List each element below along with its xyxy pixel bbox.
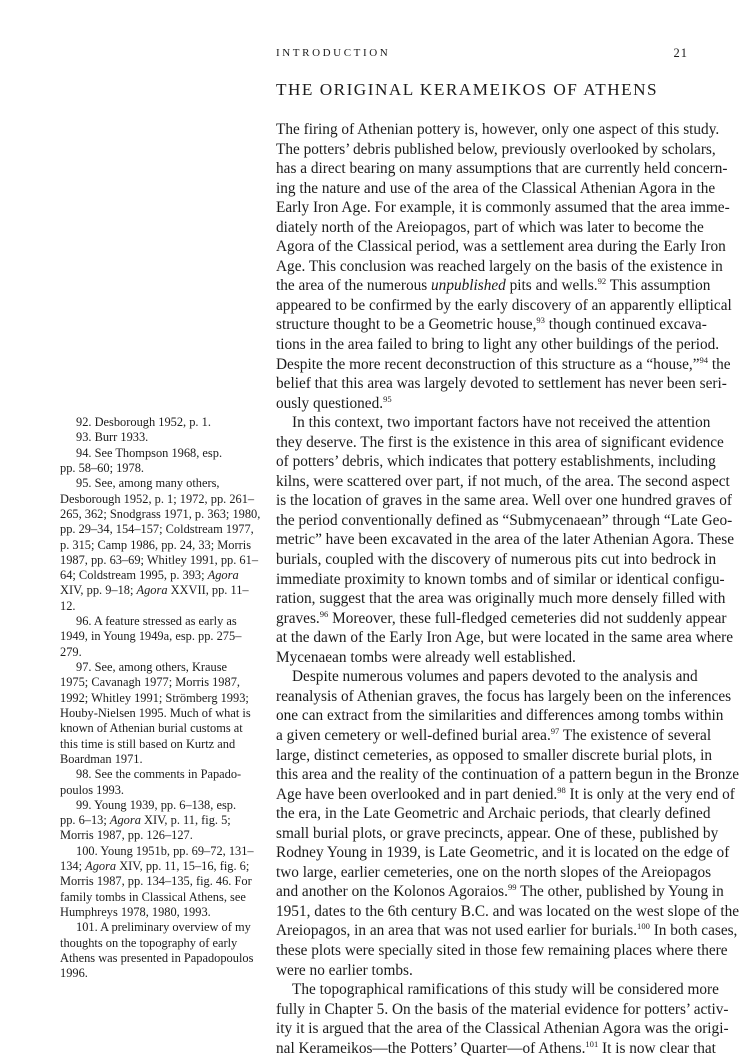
footnote-line: 94. See Thompson 1968, esp. — [76, 445, 223, 460]
footnote-line: poulos 1993. — [60, 782, 125, 797]
body-line: Age have been overlooked and in part denied.$^{98}$ It is only at the very end of — [276, 784, 735, 803]
footnote-ref: 99 — [507, 882, 517, 893]
running-title: INTRODUCTION — [276, 47, 391, 59]
body-line: structure thought to be a Geometric house,$^{93}$ though continued excava- — [276, 315, 707, 334]
footnote-ref: 98 — [557, 784, 566, 795]
footnote-line: 95. See, among many others, — [76, 476, 220, 491]
footnote-line: 1992; Whitley 1991; Strömberg 1993; — [60, 690, 249, 705]
body-line: tions in the area failed to bring to light any other buildings of the period. — [276, 336, 720, 354]
footnote-ref: 93 — [536, 315, 545, 326]
body-line: reanalysis of Athenian graves, the focus has largely been on the inferences — [276, 687, 732, 705]
body-line: a given cemetery or well-defined burial area.$^{97}$ The existence of several — [276, 725, 712, 744]
italic-text: unpublished — [431, 277, 506, 295]
footnote-line: 1996. — [60, 966, 88, 981]
body-line: nal Kerameikos—the Potters’ Quarter—of Athens.$^{101}$ It is now clear that — [276, 1038, 716, 1057]
footnote-line: 12. — [60, 598, 76, 613]
body-line: Age. This conclusion was reached largely on the basis of the existence in — [276, 257, 723, 275]
footnote-line: 101. A preliminary overview of my — [76, 920, 251, 935]
footnote-line: thoughts on the topography of early — [60, 935, 238, 950]
body-line: this area and the reality of the continuation of a pattern begun in the Bronze — [276, 766, 739, 784]
body-line: of potters’ debris, which indicates that pottery establishments, including — [276, 453, 716, 471]
footnote-line: Humphreys 1978, 1980, 1993. — [60, 905, 211, 919]
footnote-line: 1975; Cavanagh 1977; Morris 1987, — [60, 675, 240, 690]
body-line: The firing of Athenian pottery is, however, only one aspect of this study. — [276, 121, 720, 138]
body-line: appeared to be confirmed by the early discovery of an apparently elliptical — [276, 296, 732, 314]
body-line: Despite numerous volumes and papers devoted to the analysis and — [292, 668, 698, 686]
body-line: the area of the numerous unpublished pits and wells.$^{92}$ This assumption — [276, 276, 711, 295]
body-line: fully in Chapter 5. On the basis of the material evidence for potters’ activ- — [276, 1000, 729, 1018]
italic-text: Agora — [136, 583, 168, 598]
body-line: Areiopagos, in an area that was not used earlier for burials.$^{100}$ In both cases, — [276, 921, 738, 940]
footnote-line: p. 315; Camp 1986, pp. 24, 33; Morris — [60, 537, 252, 552]
footnote-line: 279. — [60, 644, 82, 659]
page-number: 21 — [673, 46, 688, 60]
body-text — [276, 120, 740, 1058]
body-line: Rodney Young in 1939, is Late Geometric, and it is located on the edge of — [276, 844, 730, 862]
footnote-line: pp. 6–13; Agora XIV, p. 11, fig. 5; — [60, 813, 231, 828]
footnote-line: 99. Young 1939, pp. 6–138, esp. — [76, 797, 237, 812]
body-line: immediate proximity to known tombs and of similar or identical configu- — [276, 570, 725, 588]
body-line: kilns, were scattered over part, if not much, of the area. The second aspect — [276, 472, 730, 490]
footnote-line: pp. 58–60; 1978. — [60, 460, 144, 475]
footnote-line: 134; Agora XIV, pp. 11, 15–16, fig. 6; — [60, 859, 250, 874]
footnote-line: 96. A feature stressed as early as — [76, 614, 237, 629]
footnote-line: 98. See the comments in Papado- — [76, 767, 242, 782]
body-line: ously questioned.$^{95}$ — [276, 393, 392, 412]
footnote-ref: 95 — [383, 393, 392, 404]
body-line: small burial plots, or grave precincts, appear. One of these, published by — [276, 824, 719, 842]
footnote-line: known of Athenian burial customs at — [60, 721, 243, 736]
body-line: Despite the more recent deconstruction of this structure as a “house,”$^{94}$ the — [276, 354, 731, 373]
footnote-line: 97. See, among others, Krause — [76, 660, 228, 674]
body-line: ration, suggest that the area was originally much more densely filled with — [276, 590, 726, 608]
body-line: is the location of graves in the same area. Well over one hundred graves of — [276, 492, 732, 510]
body-line: were no earlier tombs. — [276, 961, 413, 979]
footnote-line: 265, 362; Snodgrass 1971, p. 363; 1980, — [60, 506, 261, 521]
footnote-line: 93. Burr 1933. — [76, 430, 149, 445]
body-line: The potters’ debris published below, previously overlooked by scholars, — [276, 140, 716, 158]
body-line: and another on the Kolonos Agoraios.$^{99}$ The other, published by Young in — [276, 882, 724, 901]
footnote-ref: 94 — [699, 354, 709, 365]
footnote-line: 92. Desborough 1952, p. 1. — [76, 415, 211, 429]
footnote-line: XIV, pp. 9–18; Agora XXVII, pp. 11– — [60, 583, 249, 598]
footnote-line: 64; Coldstream 1995, p. 393; Agora — [60, 568, 239, 583]
body-line: Mycenaean tombs were already well established. — [276, 648, 576, 666]
body-line: one can extract from the similarities and differences among tombs within — [276, 707, 724, 725]
footnote-line: Boardman 1971. — [60, 751, 143, 766]
body-line: Early Iron Age. For example, it is commonly assumed that the area imme- — [276, 199, 730, 217]
body-line: the era, in the Late Geometric and Archaic periods, that clearly defined — [276, 805, 711, 823]
body-line: ing the nature and use of the area of the Classical Athenian Agora in the — [276, 179, 716, 197]
body-line: they deserve. The first is the existence in this area of significant evidence — [276, 433, 724, 451]
body-line: In this context, two important factors have not received the attention — [292, 414, 711, 432]
footnote-ref: 101 — [585, 1038, 599, 1049]
body-line: graves.$^{96}$ Moreover, these full-fledged cemeteries did not suddenly appear — [276, 608, 727, 627]
footnote-ref: 100 — [637, 921, 650, 932]
body-line: large, distinct cemeteries, as opposed to smaller discrete burial plots, in — [276, 746, 712, 764]
body-line: diately north of the Areiopagos, part of which was later to become the — [276, 218, 704, 236]
footnote-line: Athens was presented in Papadopoulos — [60, 950, 254, 965]
footnote-ref: 92 — [597, 276, 607, 287]
footnote-line: Morris 1987, pp. 126–127. — [60, 828, 193, 843]
body-line: metric” have been excavated in the area of the later Athenian Agora. These — [276, 531, 734, 549]
italic-text: Agora — [109, 813, 141, 828]
body-line: 1951, dates to the 6th century B.C. and was located on the west slope of the — [276, 902, 740, 920]
body-line: burials, coupled with the discovery of numerous pits cut into bedrock in — [276, 551, 717, 569]
body-line: two large, earlier cemeteries, one on the north slopes of the Areiopagos — [276, 863, 712, 881]
footnote-ref: 96 — [319, 608, 329, 619]
body-line: the period conventionally defined as “Submycenaean” through “Late Geo- — [276, 511, 733, 529]
footnote-line: 100. Young 1951b, pp. 69–72, 131– — [76, 843, 254, 858]
footnote-line: pp. 29–34, 154–157; Coldstream 1977, — [60, 522, 254, 537]
body-line: The topographical ramifications of this study will be considered more — [292, 981, 719, 999]
italic-text: Agora — [85, 859, 117, 874]
footnote-line: this time is still based on Kurtz and — [60, 736, 236, 751]
body-line: has a direct bearing on many assumptions that are currently held concern- — [276, 160, 728, 178]
body-line: belief that this area was largely devoted to settlement has never been seri- — [276, 375, 727, 393]
body-line: at the dawn of the Early Iron Age, but were located in the same area where — [276, 629, 734, 647]
footnote-line: 1987, pp. 63–69; Whitley 1991, pp. 61– — [60, 552, 259, 567]
body-line: Agora of the Classical period, was a settlement area during the Early Iron — [276, 238, 726, 256]
footnote-ref: 97 — [550, 725, 560, 736]
footnote-line: family tombs in Classical Athens, see — [60, 889, 246, 904]
footnote-line: 1949, in Young 1949a, esp. pp. 275– — [60, 629, 242, 644]
body-line: these plots were specially sited in those few remaining places where there — [276, 941, 728, 959]
footnote-line: Houby-Nielsen 1995. Much of what is — [60, 705, 251, 720]
running-head — [276, 47, 688, 65]
body-line: ity it is argued that the area of the Classical Athenian Agora was the origi- — [276, 1020, 729, 1038]
footnotes-column — [60, 415, 261, 982]
italic-text: Agora — [207, 568, 239, 583]
footnote-line: Desborough 1952, p. 1; 1972, pp. 261– — [60, 491, 255, 506]
section-title: THE ORIGINAL KERAMEIKOS OF ATHENS — [276, 80, 659, 99]
footnote-line: Morris 1987, pp. 134–135, fig. 46. For — [60, 874, 252, 889]
